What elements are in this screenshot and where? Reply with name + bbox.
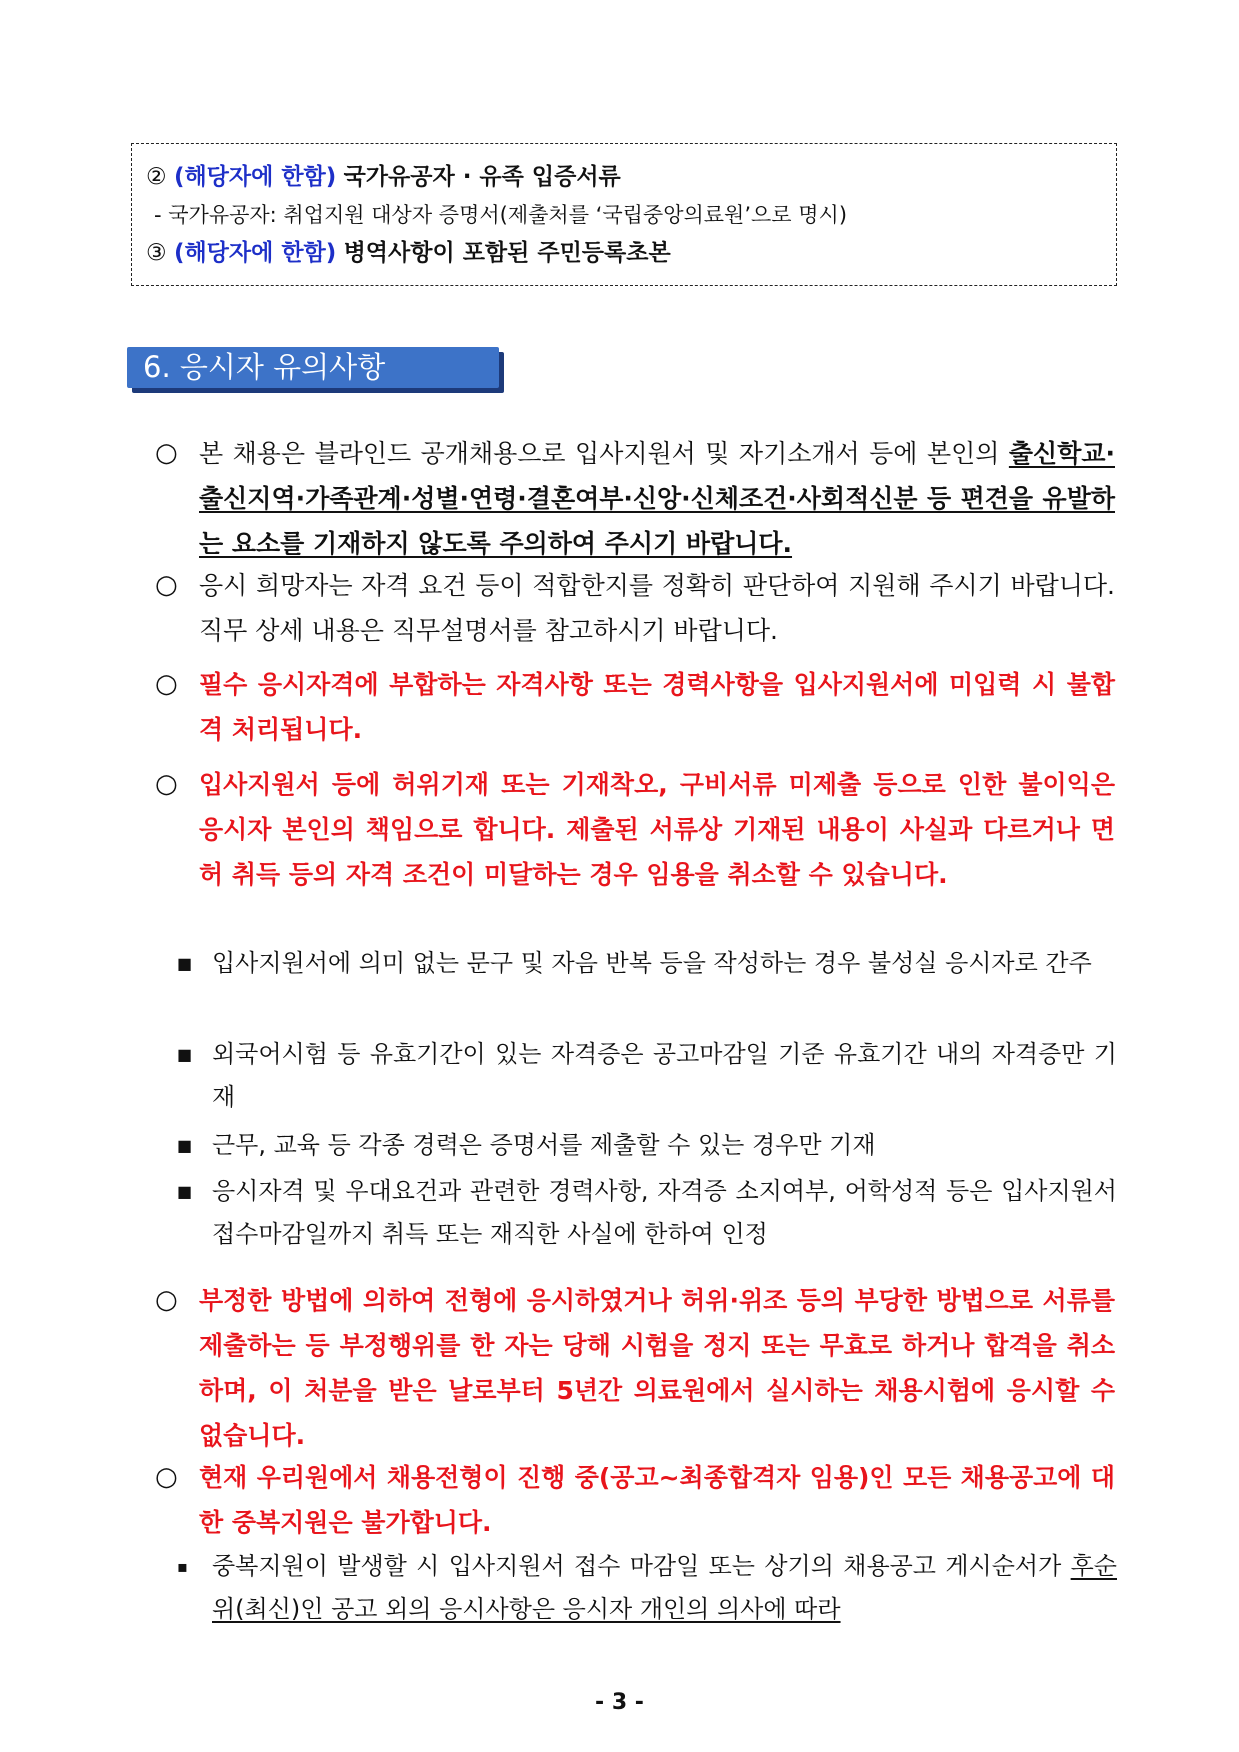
detail-text: 입사지원서에 의미 없는 문구 및 자음 반복 등을 작성하는 경우 불성실 응시자로 간주 bbox=[212, 949, 1092, 977]
circle-bullet-icon: ○ bbox=[155, 438, 178, 468]
detail-bullet-2 bbox=[177, 1033, 1117, 1119]
detail-underlined-text: 후순위(최신)인 공고 외의 응시사항은 응시자 개인의 의사에 따라 bbox=[212, 1552, 1117, 1623]
circle-bullet-icon: ○ bbox=[155, 1285, 178, 1315]
circle-bullet-icon: ○ bbox=[155, 1462, 178, 1492]
condition-label: (해당자에 한함) bbox=[173, 164, 337, 190]
notice-text: 필수 응시자격에 부합하는 자격사항 또는 경력사항을 입사지원서에 미입력 시 불합격 처리됩니다. bbox=[199, 670, 1115, 744]
condition-label: (해당자에 한함) bbox=[173, 240, 337, 266]
detail-bullet-1 bbox=[177, 942, 1117, 985]
notice-paragraph-4 bbox=[155, 762, 1115, 897]
item-text: 병역사항이 포함된 주민등록초본 bbox=[343, 240, 671, 266]
detail-text: 외국어시험 등 유효기간이 있는 자격증은 공고마감일 기준 유효기간 내의 자격증만 기재 bbox=[212, 1040, 1117, 1111]
circle-bullet-icon: ○ bbox=[155, 669, 178, 699]
notice-text: 응시 희망자는 자격 요건 등이 적합한지를 정확히 판단하여 지원해 주시기 바랍니다. 직무 상세 내용은 직무설명서를 참고하시기 바랍니다. bbox=[199, 571, 1115, 645]
circle-bullet-icon: ○ bbox=[155, 570, 178, 600]
detail-bullet-3 bbox=[177, 1124, 1117, 1167]
section-heading bbox=[127, 347, 499, 388]
document-item-2 bbox=[146, 158, 1102, 196]
notice-emphasis: 출신학교·출신지역·가족관계·성별·연령·결혼여부·신앙·신체조건·사회적신분 등 편견을 유발하는 요소를 기재하지 않도록 주의하여 주시기 바랍니다. bbox=[199, 439, 1115, 558]
notice-text: 부정한 방법에 의하여 전형에 응시하였거나 허위·위조 등의 부당한 방법으로 서류를 제출하는 등 부정행위를 한 자는 당해 시험을 정지 또는 무효로 하거나 합격을 취소하며, 이 처분을 받은 날로부터 5년간 의료원에서 실시하는 채용시험에 응시할 수 없습니다. bbox=[199, 1286, 1115, 1450]
notice-text: 입사지원서 등에 허위기재 또는 기재착오, 구비서류 미제출 등으로 인한 불이익은 응시자 본인의 책임으로 합니다. 제출된 서류상 기재된 내용이 사실과 다르거나 면허 취득 등의 자격 조건이 미달하는 경우 임용을 취소할 수 있습니다. bbox=[199, 770, 1115, 889]
document-item-3 bbox=[146, 234, 1102, 272]
square-bullet-icon: ■ bbox=[177, 1045, 193, 1064]
item-number: ② bbox=[146, 164, 167, 190]
small-square-bullet-icon: ▪ bbox=[177, 1557, 188, 1576]
square-bullet-icon: ■ bbox=[177, 1136, 193, 1155]
item-text: 국가유공자 · 유족 입증서류 bbox=[343, 164, 621, 190]
document-item-2-sub: - 국가유공자: 취업지원 대상자 증명서(제출처를 ‘국립중앙의료원’으로 명시) bbox=[154, 203, 848, 227]
detail-text: 응시자격 및 우대요건과 관련한 경력사항, 자격증 소지여부, 어학성적 등은 입사지원서 접수마감일까지 취득 또는 재직한 사실에 한하여 인정 bbox=[212, 1177, 1117, 1248]
notice-text: 본 채용은 블라인드 공개채용으로 입사지원서 및 자기소개서 등에 본인의 bbox=[199, 439, 1009, 468]
required-documents-box bbox=[131, 143, 1117, 286]
detail-bullet-4 bbox=[177, 1170, 1117, 1256]
square-bullet-icon: ■ bbox=[177, 954, 193, 973]
notice-text: 현재 우리원에서 채용전형이 진행 중(공고~최종합격자 임용)인 모든 채용공고에 대한 중복지원은 불가합니다. bbox=[199, 1463, 1115, 1537]
detail-bullet-5 bbox=[177, 1545, 1117, 1631]
circle-bullet-icon: ○ bbox=[155, 769, 178, 799]
notice-paragraph-3 bbox=[155, 662, 1115, 752]
page-number: - 3 - bbox=[595, 1690, 644, 1715]
notice-paragraph-1 bbox=[155, 431, 1115, 566]
detail-text: 근무, 교육 등 각종 경력은 증명서를 제출할 수 있는 경우만 기재 bbox=[212, 1131, 876, 1159]
notice-paragraph-6 bbox=[155, 1455, 1115, 1545]
detail-text: 중복지원이 발생할 시 입사지원서 접수 마감일 또는 상기의 채용공고 게시순서가 bbox=[212, 1552, 1071, 1580]
notice-paragraph-5 bbox=[155, 1278, 1115, 1458]
notice-paragraph-2 bbox=[155, 563, 1115, 653]
item-number: ③ bbox=[146, 240, 167, 266]
section-title: 6. 응시자 유의사항 bbox=[143, 350, 386, 384]
square-bullet-icon: ■ bbox=[177, 1182, 193, 1201]
